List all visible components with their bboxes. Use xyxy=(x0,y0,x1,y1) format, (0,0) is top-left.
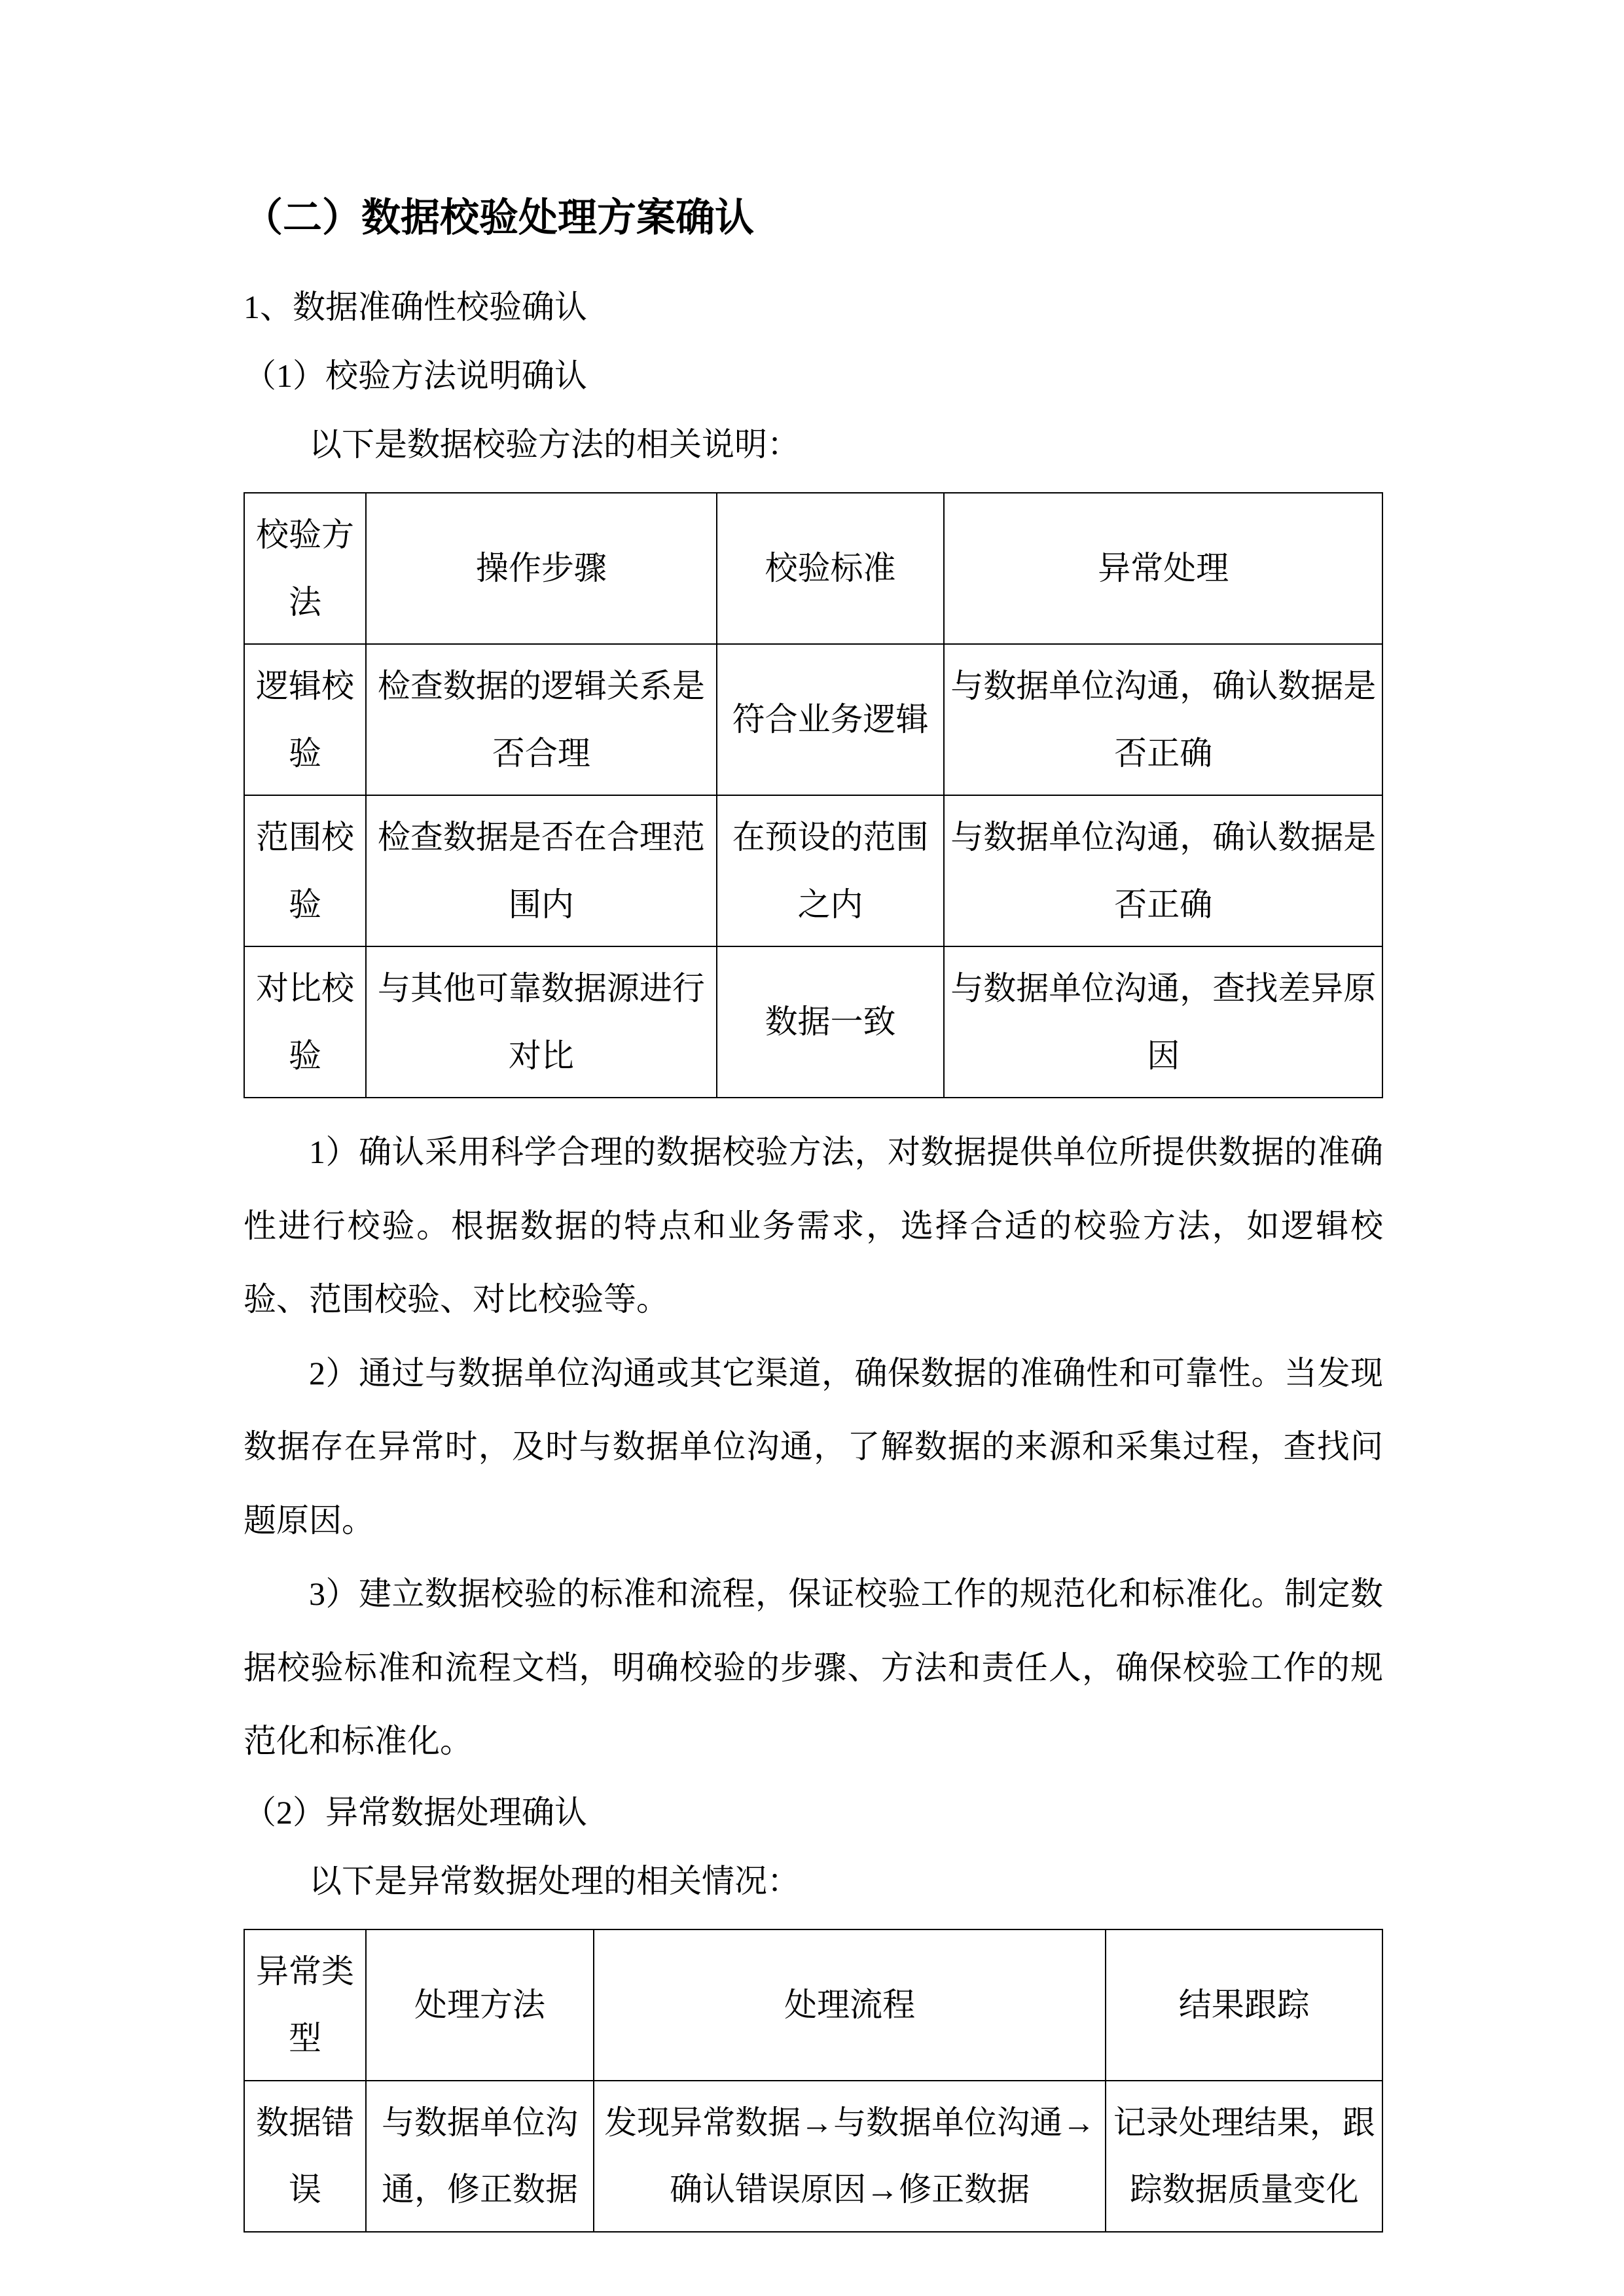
table-row xyxy=(244,644,1382,795)
table-row xyxy=(244,795,1382,946)
table-cell: 与数据单位沟通，修正数据 xyxy=(366,2081,594,2232)
table-cell: 符合业务逻辑 xyxy=(717,644,945,795)
table-header-cell: 处理方法 xyxy=(366,1929,594,2081)
table-header-cell: 结果跟踪 xyxy=(1106,1929,1382,2081)
section-heading: （二）数据校验处理方案确认 xyxy=(244,196,754,240)
table-cell: 逻辑校验 xyxy=(244,644,366,795)
body-paragraph-3: 3）建立数据校验的标准和流程，保证校验工作的规范化和标准化。制定数据校验标准和流程文档，明确校验的步骤、方法和责任人，确保校验工作的规范化和标准化。 xyxy=(244,1575,1383,1759)
table-header-cell: 处理流程 xyxy=(594,1929,1106,2081)
table-cell: 与其他可靠数据源进行对比 xyxy=(366,946,717,1098)
table-header-cell: 异常类型 xyxy=(244,1929,366,2081)
table-header-row xyxy=(244,1929,1382,2081)
table-header-cell: 校验方法 xyxy=(244,493,366,644)
table-cell: 发现异常数据→与数据单位沟通→确认错误原因→修正数据 xyxy=(594,2081,1106,2232)
table-cell: 检查数据是否在合理范围内 xyxy=(366,795,717,946)
table-header-cell: 异常处理 xyxy=(944,493,1382,644)
body-paragraph-1: 1）确认采用科学合理的数据校验方法，对数据提供单位所提供数据的准确性进行校验。根据数据的特点和业务需求，选择合适的校验方法，如逻辑校验、范围校验、对比校验等。 xyxy=(244,1134,1383,1318)
table-row xyxy=(244,946,1382,1098)
table-cell: 数据一致 xyxy=(717,946,945,1098)
table-header-cell: 操作步骤 xyxy=(366,493,717,644)
subsection-heading-1: 1、数据准确性校验确认 xyxy=(244,289,587,325)
body-paragraph-2: 2）通过与数据单位沟通或其它渠道，确保数据的准确性和可靠性。当发现数据存在异常时，及时与数据单位沟通，了解数据的来源和采集过程，查找问题原因。 xyxy=(244,1354,1383,1539)
table-header-row xyxy=(244,493,1382,644)
table-cell: 记录处理结果，跟踪数据质量变化 xyxy=(1106,2081,1382,2232)
subsection-heading-1-2: （2）异常数据处理确认 xyxy=(244,1793,587,1831)
table-cell: 数据错误 xyxy=(244,2081,366,2232)
table-header-cell: 校验标准 xyxy=(717,493,945,644)
table1-intro-text: 以下是数据校验方法的相关说明： xyxy=(309,426,800,463)
table-cell: 在预设的范围之内 xyxy=(717,795,945,946)
validation-method-table xyxy=(244,492,1383,1098)
table-cell: 与数据单位沟通，查找差异原因 xyxy=(944,946,1382,1098)
exception-handling-table xyxy=(244,1929,1383,2233)
table-row xyxy=(244,2081,1382,2232)
table-cell: 检查数据的逻辑关系是否合理 xyxy=(366,644,717,795)
table-cell: 范围校验 xyxy=(244,795,366,946)
table-cell: 与数据单位沟通，确认数据是否正确 xyxy=(944,795,1382,946)
table2-intro-text: 以下是异常数据处理的相关情况： xyxy=(309,1862,800,1899)
table-cell: 对比校验 xyxy=(244,946,366,1098)
table-cell: 与数据单位沟通，确认数据是否正确 xyxy=(944,644,1382,795)
subsection-heading-1-1: （1）校验方法说明确认 xyxy=(244,357,587,394)
